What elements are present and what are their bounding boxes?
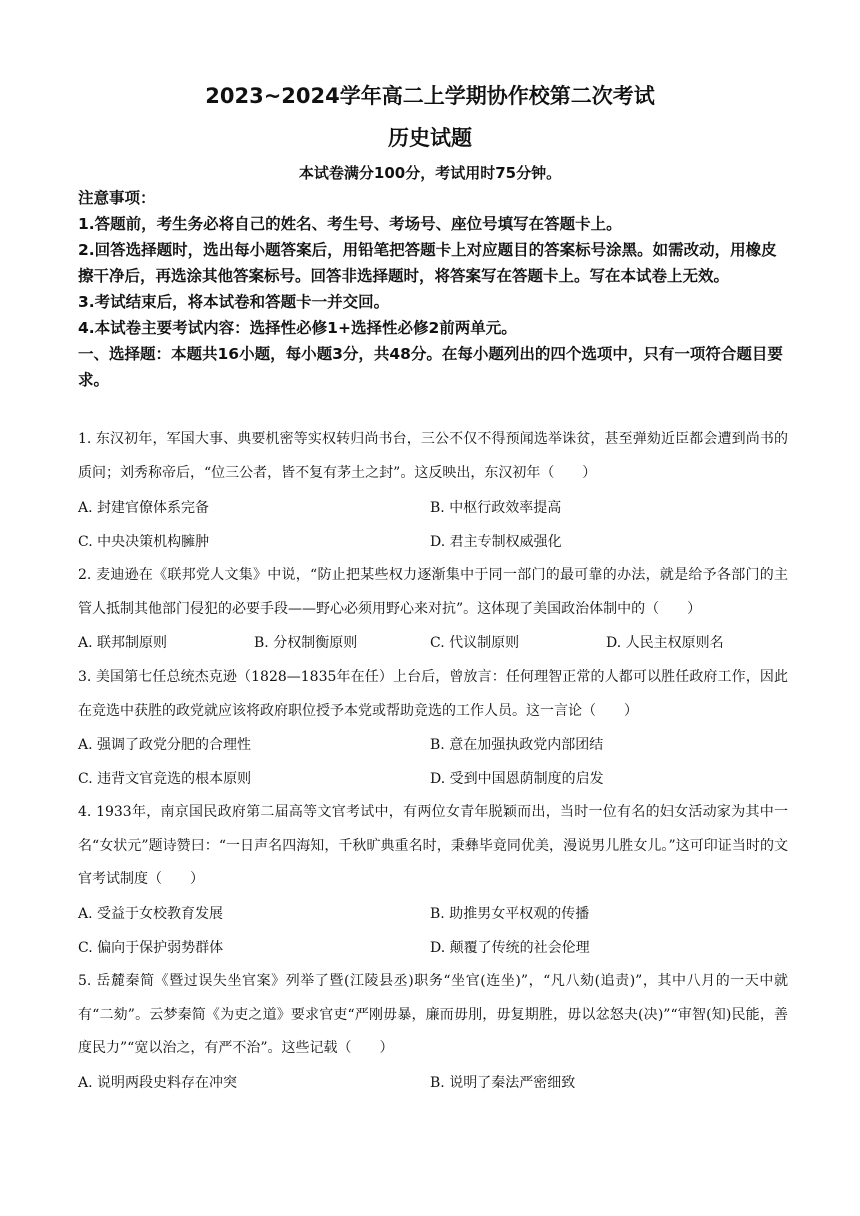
- option-b[interactable]: B. 意在加强执政党内部团结: [430, 737, 604, 753]
- question-stem: 5. 岳麓秦简《暨过误失坐官案》列举了暨(江陵县丞)职务“坐官(连坐)”，“凡八劾(追责)”，其中八月的一天中就有“二劾”。云梦秦简《为吏之道》要求官吏“严刚毋暴，廉而毋刖，毋复期胜，毋以忿怒夬(决)”“审智(知)民能，善度民力”“宽以治之，有严不治”。这些记载（ ）: [78, 973, 788, 1056]
- option-d[interactable]: D. 人民主权原则名: [606, 635, 724, 651]
- option-a[interactable]: A. 封建官僚体系完备: [78, 500, 210, 516]
- options-row: [78, 626, 788, 660]
- score-info: 本试卷满分100分，考试用时75分钟。: [298, 164, 562, 182]
- notice-item: 1.答题前，考生务必将自己的姓名、考生号、考场号、座位号填写在答题卡上。: [78, 215, 622, 233]
- option-b[interactable]: B. 中枢行政效率提高: [430, 500, 562, 516]
- option-d[interactable]: D. 君主专制权威强化: [430, 534, 562, 550]
- option-a[interactable]: A. 受益于女校教育发展: [78, 906, 224, 922]
- option-b[interactable]: B. 助推男女平权观的传播: [430, 906, 590, 922]
- option-d[interactable]: D. 颠覆了传统的社会伦理: [430, 940, 590, 956]
- options-row: [78, 525, 788, 559]
- option-b[interactable]: B. 分权制衡原则: [254, 635, 358, 651]
- options-row: [78, 931, 788, 965]
- options-row: [78, 897, 788, 931]
- option-c[interactable]: C. 中央决策机构臃肿: [78, 534, 210, 550]
- section-title: 一、选择题：本题共16小题，每小题3分，共48分。在每小题列出的四个选项中，只有一项符合题目要求。: [78, 345, 783, 389]
- option-a[interactable]: A. 强调了政党分肥的合理性: [78, 737, 252, 753]
- option-c[interactable]: C. 代议制原则: [430, 635, 520, 651]
- notice-item: 3.考试结束后，将本试卷和答题卡一并交回。: [78, 293, 390, 311]
- option-a[interactable]: A. 说明两段史料存在冲突: [78, 1075, 238, 1091]
- option-c[interactable]: C. 偏向于保护弱势群体: [78, 940, 224, 956]
- options-row: [78, 491, 788, 525]
- option-c[interactable]: C. 违背文官竞选的根本原则: [78, 771, 252, 787]
- question-stem: 4. 1933年，南京国民政府第二届高等文官考试中，有两位女青年脱颖而出，当时一位有名的妇女活动家为其中一名“女状元”题诗赞曰：“一日声名四海知，千秋旷典重名时，秉彝毕竟同优美，漫说男儿胜女儿。”这可印证当时的文官考试制度（ ）: [78, 804, 788, 887]
- options-row: [78, 728, 788, 762]
- notice-heading: 注意事项：: [78, 189, 156, 207]
- option-b[interactable]: B. 说明了秦法严密细致: [430, 1075, 576, 1091]
- question-stem: 1. 东汉初年，军国大事、典要机密等实权转归尚书台，三公不仅不得预闻选举诛贫，甚至弹劾近臣都会遭到尚书的质问；刘秀称帝后，“位三公者，皆不复有茅土之封”。这反映出，东汉初年（ ）: [78, 431, 788, 481]
- notice-item: 4.本试卷主要考试内容：选择性必修1+选择性必修2前两单元。: [78, 319, 517, 337]
- question-stem: 2. 麦迪逊在《联邦党人文集》中说，“防止把某些权力逐渐集中于同一部门的最可靠的办法，就是给予各部门的主管人抵制其他部门侵犯的必要手段——野心必须用野心来对抗”。这体现了美国政治体制中的（ ）: [78, 567, 788, 617]
- option-a[interactable]: A. 联邦制原则: [78, 635, 168, 651]
- options-row: [78, 762, 788, 796]
- option-d[interactable]: D. 受到中国恩荫制度的启发: [430, 771, 604, 787]
- subject-title: 历史试题: [388, 126, 472, 150]
- notice-item: 2.回答选择题时，选出每小题答案后，用铅笔把答题卡上对应题目的答案标号涂黑。如需改动，用橡皮擦干净后，再选涂其他答案标号。回答非选择题时，将答案写在答题卡上。写在本试卷上无效。: [78, 241, 777, 285]
- exam-title: 2023~2024学年高二上学期协作校第二次考试: [205, 84, 655, 108]
- question-stem: 3. 美国第七任总统杰克逊（1828—1835年在任）上台后，曾放言：任何理智正常的人都可以胜任政府工作，因此在竞选中获胜的政党就应该将政府职位授予本党或帮助竞选的工作人员。这一言论（ ）: [78, 669, 788, 719]
- options-row: [78, 1066, 788, 1100]
- notice-block: [78, 185, 788, 393]
